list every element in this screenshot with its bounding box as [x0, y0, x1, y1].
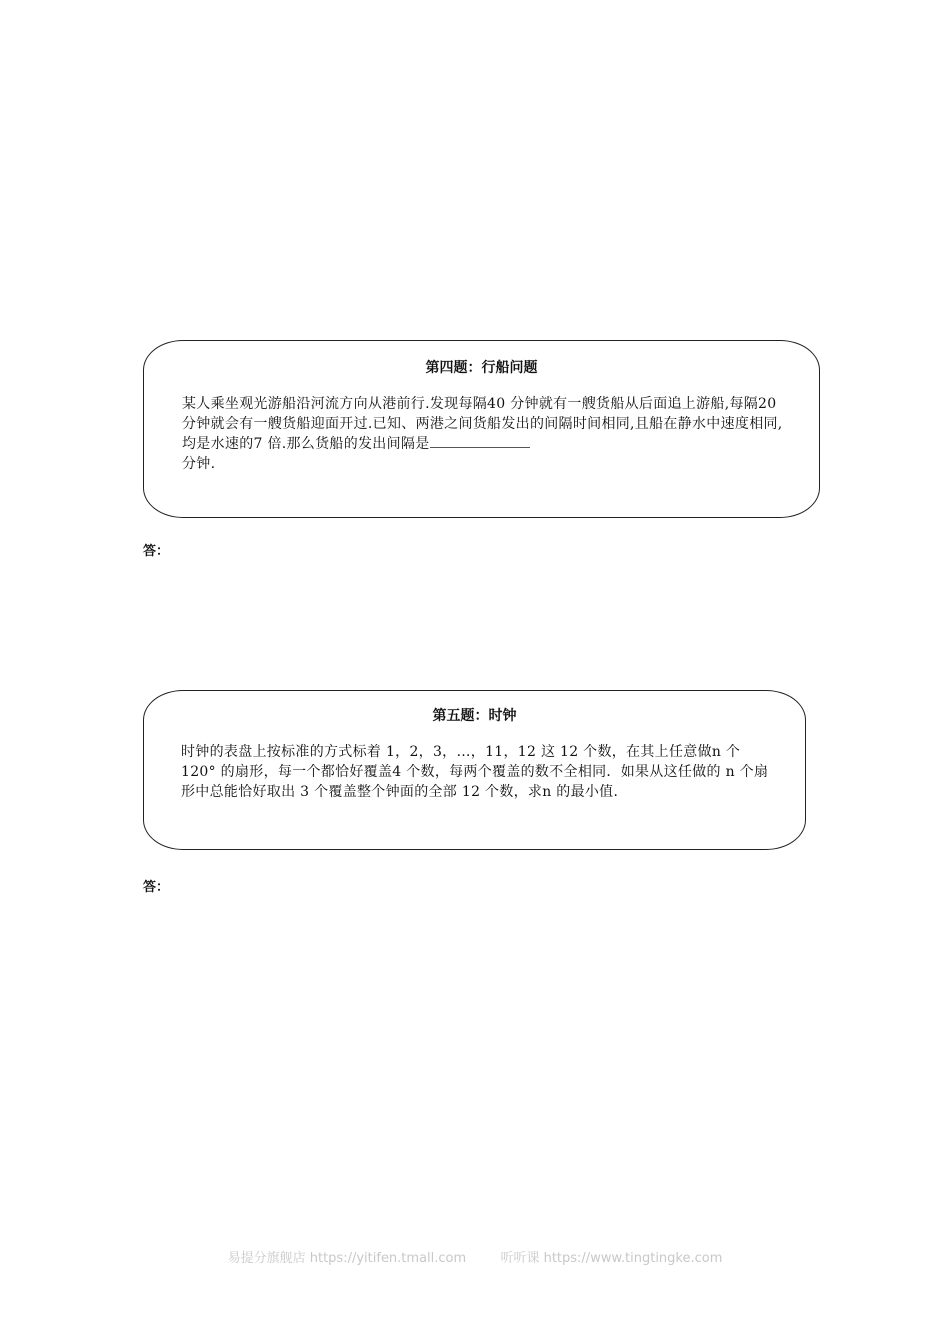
- footer-course-name: 听听课: [500, 1251, 540, 1266]
- question-4-text: [182, 394, 783, 474]
- question-4-box: [143, 340, 820, 518]
- question-5-answer-label: 答：: [143, 880, 170, 895]
- question-5-box: [143, 690, 806, 850]
- footer-course-url[interactable]: https://www.tingtingke.com: [543, 1251, 723, 1266]
- question-4-text-main: 某人乘坐观光游船沿河流方向从港前行.发现每隔40 分钟就有一艘货船从后面追上游船,每隔20 分钟就会有一艘货船迎面开过.已知、两港之间货船发出的间隔时间相同,且船在静水中速度相同,均是水速的7 倍.那么货船的发出间隔是: [182, 396, 783, 452]
- answer-blank: [430, 435, 530, 448]
- question-4-answer-label: 答：: [143, 544, 170, 559]
- question-4-text-end: 分钟.: [182, 456, 216, 472]
- footer-shop-name: 易提分旗舰店: [227, 1251, 306, 1266]
- footer-watermark: [0, 1247, 950, 1266]
- question-4-title: 第四题：行船问题: [425, 360, 538, 376]
- question-5-text: 时钟的表盘上按标准的方式标着 1，2，3，…，11，12 这 12 个数，在其上任意做n 个 120° 的扇形，每一个都恰好覆盖4 个数，每两个覆盖的数不全相同．如果从这任做的 n 个扇形中总能恰好取出 3 个覆盖整个钟面的全部 12 个数，求n 的最小值．: [181, 744, 769, 800]
- question-5-title: 第五题：时钟: [432, 708, 517, 724]
- footer-shop-url[interactable]: https://yitifen.tmall.com: [309, 1251, 467, 1266]
